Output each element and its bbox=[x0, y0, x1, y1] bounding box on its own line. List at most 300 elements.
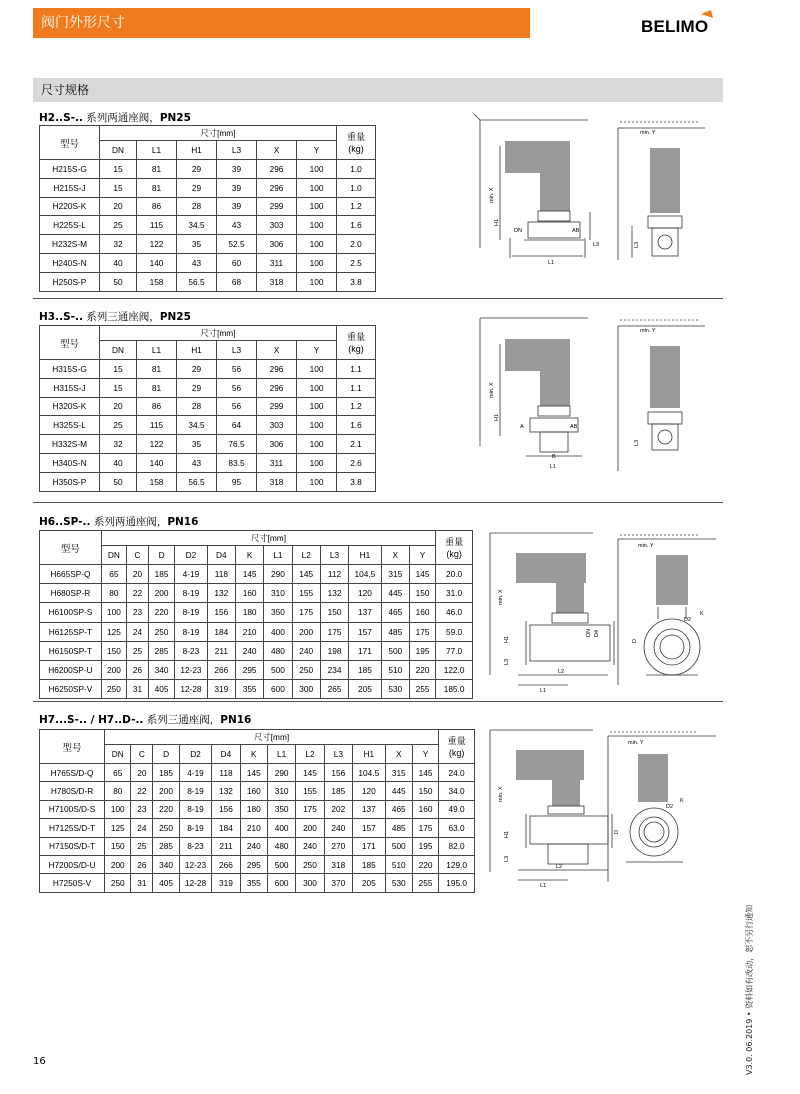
table-cell: 295 bbox=[235, 660, 263, 679]
model-cell: H7100S/D-S bbox=[40, 800, 105, 818]
table-cell: 319 bbox=[207, 680, 235, 699]
model-cell: H215S-J bbox=[40, 178, 100, 197]
column-header: L1 bbox=[267, 745, 295, 764]
table-cell: 15 bbox=[100, 160, 137, 179]
table-cell: 56 bbox=[217, 360, 257, 379]
table-cell: 295 bbox=[240, 855, 267, 873]
table-cell: 510 bbox=[381, 660, 409, 679]
table-row bbox=[40, 235, 376, 254]
table-cell: 184 bbox=[207, 622, 235, 641]
model-cell: H7150S/D-T bbox=[40, 837, 105, 855]
column-header: D4 bbox=[212, 745, 240, 764]
table-cell: 315 bbox=[385, 764, 412, 782]
table-cell: 120 bbox=[353, 782, 386, 800]
table-cell: 112 bbox=[320, 565, 348, 584]
table-cell: 29 bbox=[177, 160, 217, 179]
table-row bbox=[40, 584, 473, 603]
model-cell: H7125S/D-T bbox=[40, 819, 105, 837]
table-row bbox=[40, 416, 376, 435]
table-cell: 100 bbox=[297, 197, 337, 216]
table-cell: 56.5 bbox=[177, 472, 217, 491]
table-cell: 485 bbox=[385, 819, 412, 837]
table-cell: 150 bbox=[412, 782, 438, 800]
model-cell: H315S-G bbox=[40, 360, 100, 379]
table-cell: 303 bbox=[257, 216, 297, 235]
column-header: L3 bbox=[324, 745, 352, 764]
table-cell: 20 bbox=[100, 397, 137, 416]
l3-label: L3 bbox=[634, 439, 640, 446]
table-cell: 4-19 bbox=[179, 764, 212, 782]
column-header: X bbox=[257, 141, 297, 160]
table-cell: 118 bbox=[212, 764, 240, 782]
table-row bbox=[40, 216, 376, 235]
table-cell: 303 bbox=[257, 416, 297, 435]
table-cell: 1.2 bbox=[337, 197, 376, 216]
column-header: Y bbox=[297, 141, 337, 160]
column-header: C bbox=[131, 745, 153, 764]
table-cell: 156 bbox=[212, 800, 240, 818]
dimension-group-header: 尺寸[mm] bbox=[105, 730, 439, 745]
table-cell: 8-19 bbox=[179, 819, 212, 837]
table-cell: 43 bbox=[217, 216, 257, 235]
model-cell: H225S-L bbox=[40, 216, 100, 235]
spec-table-h7 bbox=[39, 729, 475, 893]
column-header: D bbox=[149, 546, 175, 565]
min-y-label: min. Y bbox=[638, 543, 654, 549]
table-cell: 340 bbox=[149, 660, 175, 679]
table-row bbox=[40, 800, 475, 818]
table-cell: 157 bbox=[349, 622, 381, 641]
version-footer-note: V3.0. 06.2019 • 资料如有改动，恕不另行通知 bbox=[745, 904, 754, 1075]
table-cell: 350 bbox=[264, 603, 292, 622]
table-cell: 175 bbox=[292, 603, 320, 622]
table-cell: 104.5 bbox=[353, 764, 386, 782]
table-cell: 100 bbox=[297, 235, 337, 254]
table-cell: 370 bbox=[324, 874, 352, 892]
table-cell: 100 bbox=[297, 435, 337, 454]
table-cell: 198 bbox=[320, 641, 348, 660]
table-cell: 40 bbox=[100, 453, 137, 472]
table-cell: 25 bbox=[127, 641, 149, 660]
table-cell: 118 bbox=[207, 565, 235, 584]
section-title: 尺寸规格 bbox=[41, 83, 90, 97]
table-cell: 40 bbox=[100, 253, 137, 272]
model-cell: H7200S/D-U bbox=[40, 855, 105, 873]
table-cell: 1.1 bbox=[337, 378, 376, 397]
model-cell: H7250S-V bbox=[40, 874, 105, 892]
table-row bbox=[40, 197, 376, 216]
table-cell: 195 bbox=[409, 641, 435, 660]
table-cell: 400 bbox=[267, 819, 295, 837]
table-cell: 175 bbox=[409, 622, 435, 641]
table-cell: 160 bbox=[240, 782, 267, 800]
table-cell: 156 bbox=[324, 764, 352, 782]
table-cell: 46.0 bbox=[436, 603, 473, 622]
svg-text:BELIMO: BELIMO bbox=[641, 17, 709, 36]
page-header-title: 阀门外形尺寸 bbox=[41, 15, 125, 31]
table-cell: 24 bbox=[127, 622, 149, 641]
table-cell: 1.0 bbox=[337, 178, 376, 197]
table-cell: 310 bbox=[264, 584, 292, 603]
table-cell: 8-19 bbox=[179, 800, 212, 818]
table-cell: 340 bbox=[153, 855, 179, 873]
d-label: D bbox=[614, 830, 620, 834]
column-header: X bbox=[385, 745, 412, 764]
table-cell: 220 bbox=[149, 603, 175, 622]
table-cell: 255 bbox=[409, 680, 435, 699]
table-cell: 530 bbox=[385, 874, 412, 892]
model-cell: H6250SP-V bbox=[40, 680, 102, 699]
table-cell: 240 bbox=[292, 641, 320, 660]
table-cell: 171 bbox=[353, 837, 386, 855]
weight-column-header: 重量 (kg) bbox=[337, 126, 376, 160]
table-cell: 318 bbox=[257, 472, 297, 491]
table-cell: 160 bbox=[412, 800, 438, 818]
table-cell: 350 bbox=[267, 800, 295, 818]
table-cell: 405 bbox=[149, 680, 175, 699]
table-cell: 220 bbox=[412, 855, 438, 873]
table-cell: 56.5 bbox=[177, 272, 217, 291]
table-cell: 500 bbox=[267, 855, 295, 873]
model-cell: H780S/D-R bbox=[40, 782, 105, 800]
table-cell: 4-19 bbox=[175, 565, 207, 584]
table-cell: 210 bbox=[240, 819, 267, 837]
table-cell: 39 bbox=[217, 197, 257, 216]
table-cell: 155 bbox=[296, 782, 324, 800]
l3-label: L3 bbox=[504, 658, 510, 665]
table-3-title: H6..SP-.. 系列两通座阀，PN16 bbox=[39, 516, 199, 528]
l3-label: L3 bbox=[593, 242, 600, 248]
table-cell: 12-23 bbox=[179, 855, 212, 873]
table-cell: 265 bbox=[320, 680, 348, 699]
table-cell: 250 bbox=[292, 660, 320, 679]
table-cell: 24.0 bbox=[439, 764, 475, 782]
table-cell: 300 bbox=[296, 874, 324, 892]
table-cell: 306 bbox=[257, 235, 297, 254]
table-cell: 155 bbox=[292, 584, 320, 603]
table-cell: 600 bbox=[264, 680, 292, 699]
table-cell: 285 bbox=[149, 641, 175, 660]
table-cell: 104.5 bbox=[349, 565, 381, 584]
l3-label: L3 bbox=[504, 855, 510, 862]
d-label: D bbox=[632, 639, 638, 643]
table-cell: 211 bbox=[212, 837, 240, 855]
table-cell: 86 bbox=[137, 397, 177, 416]
column-header: Y bbox=[409, 546, 435, 565]
table-cell: 31 bbox=[131, 874, 153, 892]
table-4-title: H7...S-.. / H7..D-.. 系列三通座阀，PN16 bbox=[39, 714, 252, 726]
table-cell: 180 bbox=[240, 800, 267, 818]
table-cell: 200 bbox=[296, 819, 324, 837]
column-header: L3 bbox=[217, 341, 257, 360]
l1-label: L1 bbox=[548, 260, 555, 266]
table-cell: 59.0 bbox=[436, 622, 473, 641]
table-2-title: H3..S-.. 系列三通座阀，PN25 bbox=[39, 311, 191, 323]
table-row bbox=[40, 360, 376, 379]
column-header: D bbox=[153, 745, 179, 764]
table-cell: 157 bbox=[353, 819, 386, 837]
table-cell: 145 bbox=[412, 764, 438, 782]
table-cell: 195 bbox=[412, 837, 438, 855]
table-cell: 1.6 bbox=[337, 416, 376, 435]
model-cell: H6200SP-U bbox=[40, 660, 102, 679]
column-header: K bbox=[235, 546, 263, 565]
d2-label: D2 bbox=[684, 617, 692, 623]
column-header: H1 bbox=[353, 745, 386, 764]
table-cell: 480 bbox=[264, 641, 292, 660]
table-cell: 26 bbox=[131, 855, 153, 873]
column-header: D2 bbox=[179, 745, 212, 764]
table-cell: 35 bbox=[177, 235, 217, 254]
table-cell: 25 bbox=[100, 216, 137, 235]
h2-valve-dimension-drawing bbox=[460, 108, 720, 280]
table-cell: 158 bbox=[137, 272, 177, 291]
table-cell: 125 bbox=[101, 622, 126, 641]
column-header: H1 bbox=[349, 546, 381, 565]
column-header: L1 bbox=[264, 546, 292, 565]
table-cell: 31 bbox=[127, 680, 149, 699]
table-cell: 500 bbox=[385, 837, 412, 855]
model-cell: H765S/D-Q bbox=[40, 764, 105, 782]
table-cell: 150 bbox=[320, 603, 348, 622]
model-cell: H6100SP-S bbox=[40, 603, 102, 622]
table-cell: 150 bbox=[409, 584, 435, 603]
table-cell: 100 bbox=[297, 272, 337, 291]
table-cell: 122 bbox=[137, 235, 177, 254]
table-cell: 8-19 bbox=[175, 603, 207, 622]
table-cell: 300 bbox=[292, 680, 320, 699]
table-cell: 145 bbox=[409, 565, 435, 584]
table-cell: 240 bbox=[296, 837, 324, 855]
table-cell: 115 bbox=[137, 216, 177, 235]
model-cell: H332S-M bbox=[40, 435, 100, 454]
table-cell: 240 bbox=[324, 819, 352, 837]
table-cell: 266 bbox=[207, 660, 235, 679]
model-column-header: 型号 bbox=[40, 126, 100, 160]
table-cell: 8-19 bbox=[179, 782, 212, 800]
table-cell: 311 bbox=[257, 253, 297, 272]
model-cell: H320S-K bbox=[40, 397, 100, 416]
dn-label: DN bbox=[514, 228, 522, 234]
table-cell: 34.0 bbox=[439, 782, 475, 800]
table-cell: 1.0 bbox=[337, 160, 376, 179]
table-cell: 285 bbox=[153, 837, 179, 855]
table-cell: 56 bbox=[217, 397, 257, 416]
min-x-label: min. X bbox=[489, 187, 495, 203]
table-cell: 200 bbox=[149, 584, 175, 603]
table-cell: 250 bbox=[101, 680, 126, 699]
table-cell: 81 bbox=[137, 178, 177, 197]
table-cell: 200 bbox=[153, 782, 179, 800]
spec-table-h2 bbox=[39, 125, 376, 292]
table-cell: 52.5 bbox=[217, 235, 257, 254]
table-cell: 8-19 bbox=[175, 584, 207, 603]
table-cell: 8-19 bbox=[175, 622, 207, 641]
table-cell: 240 bbox=[235, 641, 263, 660]
table-cell: 20 bbox=[100, 197, 137, 216]
table-cell: 63.0 bbox=[439, 819, 475, 837]
table-cell: 137 bbox=[349, 603, 381, 622]
table-cell: 29 bbox=[177, 178, 217, 197]
table-cell: 250 bbox=[105, 874, 131, 892]
model-cell: H350S-P bbox=[40, 472, 100, 491]
table-cell: 34.5 bbox=[177, 216, 217, 235]
model-cell: H6150SP-T bbox=[40, 641, 102, 660]
table-cell: 43 bbox=[177, 253, 217, 272]
table-cell: 56 bbox=[217, 378, 257, 397]
spec-table-h6 bbox=[39, 530, 473, 699]
table-cell: 145 bbox=[235, 565, 263, 584]
table-cell: 83.5 bbox=[217, 453, 257, 472]
table-cell: 250 bbox=[296, 855, 324, 873]
table-cell: 175 bbox=[320, 622, 348, 641]
table-row bbox=[40, 874, 475, 892]
table-cell: 132 bbox=[207, 584, 235, 603]
dimension-group-header: 尺寸[mm] bbox=[101, 531, 435, 546]
column-header: C bbox=[127, 546, 149, 565]
table-cell: 12-28 bbox=[179, 874, 212, 892]
table-cell: 100 bbox=[297, 178, 337, 197]
model-cell: H232S-M bbox=[40, 235, 100, 254]
table-cell: 465 bbox=[385, 800, 412, 818]
table-cell: 310 bbox=[267, 782, 295, 800]
model-cell: H250S-P bbox=[40, 272, 100, 291]
table-cell: 530 bbox=[381, 680, 409, 699]
table-cell: 20 bbox=[127, 565, 149, 584]
table-row bbox=[40, 622, 473, 641]
table-cell: 485 bbox=[381, 622, 409, 641]
table-cell: 296 bbox=[257, 178, 297, 197]
model-cell: H220S-K bbox=[40, 197, 100, 216]
table-cell: 140 bbox=[137, 453, 177, 472]
table-cell: 100 bbox=[297, 453, 337, 472]
table-cell: 50 bbox=[100, 272, 137, 291]
table-cell: 205 bbox=[349, 680, 381, 699]
table-cell: 34.5 bbox=[177, 416, 217, 435]
table-row bbox=[40, 178, 376, 197]
table-cell: 22 bbox=[127, 584, 149, 603]
table-cell: 400 bbox=[264, 622, 292, 641]
min-x-label: min. X bbox=[498, 589, 504, 605]
b-label: B bbox=[552, 454, 556, 460]
table-row bbox=[40, 472, 376, 491]
table-cell: 445 bbox=[385, 782, 412, 800]
table-cell: 296 bbox=[257, 360, 297, 379]
table-cell: 299 bbox=[257, 397, 297, 416]
table-cell: 195.0 bbox=[439, 874, 475, 892]
table-cell: 311 bbox=[257, 453, 297, 472]
table-cell: 234 bbox=[320, 660, 348, 679]
h1-label: H1 bbox=[504, 830, 510, 838]
table-row bbox=[40, 641, 473, 660]
table-cell: 405 bbox=[153, 874, 179, 892]
model-cell: H240S-N bbox=[40, 253, 100, 272]
table-cell: 100 bbox=[101, 603, 126, 622]
table-cell: 68 bbox=[217, 272, 257, 291]
table-cell: 100 bbox=[297, 472, 337, 491]
table-cell: 145 bbox=[296, 764, 324, 782]
table-cell: 270 bbox=[324, 837, 352, 855]
table-row bbox=[40, 253, 376, 272]
table-cell: 100 bbox=[297, 360, 337, 379]
dimension-group-header: 尺寸[mm] bbox=[100, 126, 337, 141]
table-cell: 20.0 bbox=[436, 565, 473, 584]
model-cell: H215S-G bbox=[40, 160, 100, 179]
table-cell: 140 bbox=[137, 253, 177, 272]
table-cell: 77.0 bbox=[436, 641, 473, 660]
table-cell: 76.5 bbox=[217, 435, 257, 454]
table-cell: 255 bbox=[412, 874, 438, 892]
column-header: D4 bbox=[207, 546, 235, 565]
table-cell: 23 bbox=[127, 603, 149, 622]
weight-column-header: 重量 (kg) bbox=[439, 730, 475, 764]
table-cell: 122.0 bbox=[436, 660, 473, 679]
h1-label: H1 bbox=[504, 635, 510, 643]
table-cell: 600 bbox=[267, 874, 295, 892]
column-header: X bbox=[257, 341, 297, 360]
table-cell: 480 bbox=[267, 837, 295, 855]
table-cell: 205 bbox=[353, 874, 386, 892]
table-cell: 211 bbox=[207, 641, 235, 660]
table-cell: 315 bbox=[381, 565, 409, 584]
d2-label: D2 bbox=[666, 804, 674, 810]
section-divider bbox=[33, 298, 723, 299]
model-cell: H325S-L bbox=[40, 416, 100, 435]
h1-label: H1 bbox=[494, 218, 500, 226]
model-column-header: 型号 bbox=[40, 531, 102, 565]
l3-side-label: L3 bbox=[634, 241, 640, 248]
table-cell: 200 bbox=[101, 660, 126, 679]
weight-column-header: 重量 (kg) bbox=[337, 326, 376, 360]
table-cell: 290 bbox=[267, 764, 295, 782]
model-cell: H665SP-Q bbox=[40, 565, 102, 584]
column-header: L1 bbox=[137, 341, 177, 360]
table-row bbox=[40, 435, 376, 454]
model-column-header: 型号 bbox=[40, 730, 105, 764]
table-row bbox=[40, 819, 475, 837]
spec-table-h3 bbox=[39, 325, 376, 492]
table-cell: 28 bbox=[177, 397, 217, 416]
table-cell: 296 bbox=[257, 378, 297, 397]
table-cell: 125 bbox=[105, 819, 131, 837]
table-cell: 220 bbox=[409, 660, 435, 679]
table-cell: 175 bbox=[412, 819, 438, 837]
table-cell: 510 bbox=[385, 855, 412, 873]
h7-valve-dimension-drawing bbox=[478, 722, 723, 894]
table-cell: 3.8 bbox=[337, 472, 376, 491]
table-cell: 156 bbox=[207, 603, 235, 622]
table-row bbox=[40, 837, 475, 855]
table-1-title: H2..S-.. 系列两通座阀，PN25 bbox=[39, 112, 191, 124]
table-cell: 49.0 bbox=[439, 800, 475, 818]
table-cell: 22 bbox=[131, 782, 153, 800]
min-x-label: min. X bbox=[489, 382, 495, 398]
table-cell: 500 bbox=[381, 641, 409, 660]
table-cell: 31.0 bbox=[436, 584, 473, 603]
column-header: H1 bbox=[177, 341, 217, 360]
table-cell: 81 bbox=[137, 160, 177, 179]
table-cell: 129.0 bbox=[439, 855, 475, 873]
table-cell: 1.6 bbox=[337, 216, 376, 235]
table-cell: 39 bbox=[217, 160, 257, 179]
page-number: 16 bbox=[33, 1056, 46, 1067]
ab-label: AB bbox=[572, 228, 580, 234]
table-cell: 100 bbox=[297, 397, 337, 416]
table-cell: 28 bbox=[177, 197, 217, 216]
table-cell: 115 bbox=[137, 416, 177, 435]
table-cell: 25 bbox=[100, 416, 137, 435]
column-header: D2 bbox=[175, 546, 207, 565]
